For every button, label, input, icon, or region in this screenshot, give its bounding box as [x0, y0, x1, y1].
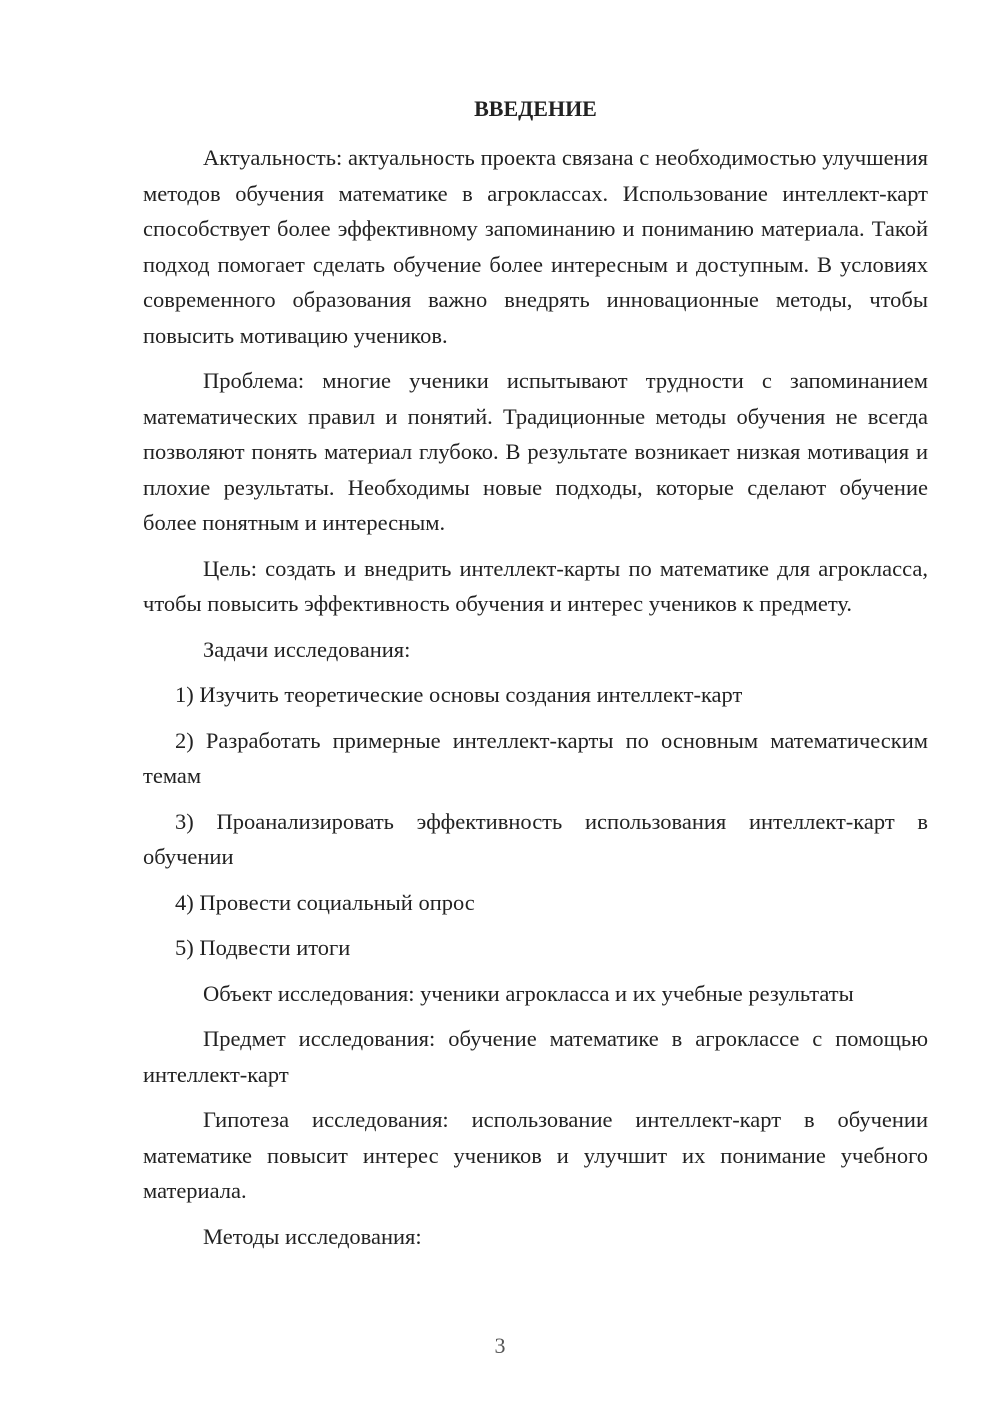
task-item-3: 3) Проанализировать эффективность использования интеллект-карт в обучении	[143, 808, 928, 869]
hypothesis-paragraph: Гипотеза исследования: использование интеллект-карт в обучении математике повысит интерес учеников и улучшит их понимание учебного материала.	[143, 1107, 928, 1203]
problem-paragraph: Проблема: многие ученики испытывают трудности с запоминанием математических правил и понятий. Традиционные методы обучения не всегда позволяют понять материал глубоко. В результате возникает низкая мотивация и плохие результаты. Необходимы новые подходы, которые сделают обучение более понятным и интересным.	[143, 368, 928, 535]
object-paragraph: Объект исследования: ученики агрокласса и их учебные результаты	[203, 980, 854, 1006]
page-content	[143, 94, 928, 1264]
tasks-heading: Задачи исследования:	[203, 636, 411, 662]
task-item-1: 1) Изучить теоретические основы создания интеллект-карт	[175, 682, 743, 707]
methods-heading: Методы исследования:	[203, 1223, 422, 1249]
task-item-2: 2) Разработать примерные интеллект-карты по основным математическим темам	[143, 727, 928, 788]
subject-paragraph: Предмет исследования: обучение математике в агроклассе с помощью интеллект-карт	[143, 1026, 928, 1087]
task-item-4: 4) Провести социальный опрос	[175, 889, 475, 915]
section-title: ВВЕДЕНИЕ	[474, 96, 597, 121]
goal-paragraph: Цель: создать и внедрить интеллект-карты по математике для агрокласса, чтобы повысить эффективность обучения и интерес учеников к предмету.	[143, 555, 928, 616]
page-number: 3	[494, 1333, 506, 1358]
task-item-5: 5) Подвести итоги	[175, 935, 351, 960]
relevance-paragraph: Актуальность: актуальность проекта связана с необходимостью улучшения методов обучения математике в агроклассах. Использование интеллект-карт способствует более эффективному запоминанию и пониманию материала. Такой подход помогает сделать обучение более интересным и доступным. В условиях современного образования важно внедрять инновационные методы, чтобы повысить мотивацию учеников.	[143, 145, 928, 348]
